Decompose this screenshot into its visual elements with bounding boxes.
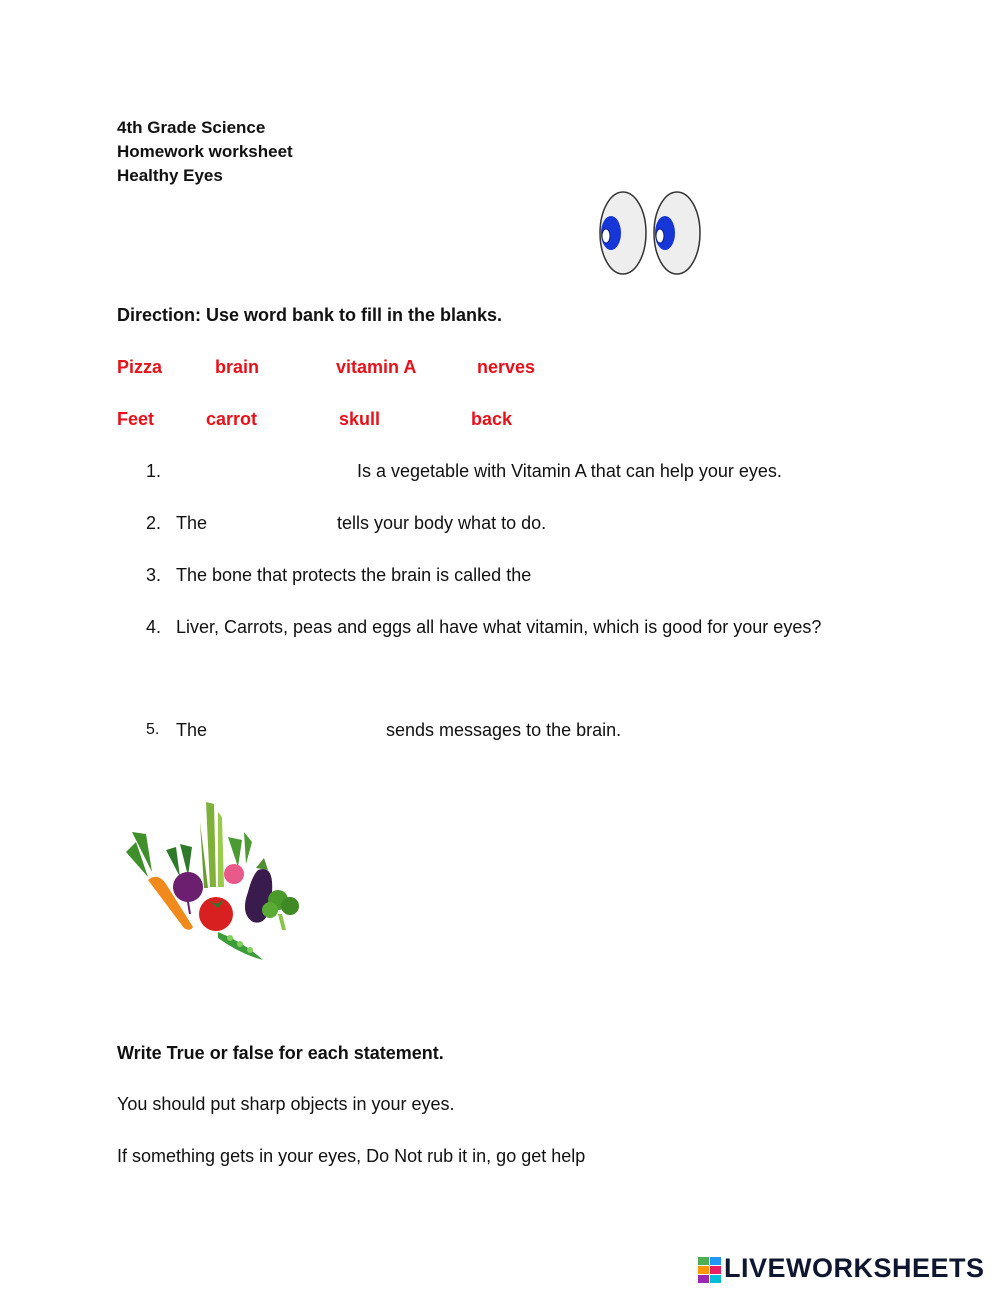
word-bank-word: brain (215, 357, 260, 377)
word-bank-word: back (471, 409, 513, 429)
answer-field-2[interactable] (216, 511, 335, 535)
answer-field-5[interactable] (216, 718, 385, 742)
header-type: Homework worksheet (117, 142, 293, 161)
answer-field-4[interactable] (176, 660, 380, 684)
question-text: The bone that protects the brain is called the (176, 565, 532, 585)
word-bank-word: carrot (206, 409, 258, 429)
answer-field-1[interactable] (176, 459, 350, 483)
true-false-statement: You should put sharp objects in your eyes. (117, 1094, 455, 1114)
question-text: Liver, Carrots, peas and eggs all have what vitamin, which is good for your eyes? (176, 617, 822, 637)
direction-text: Direction: Use word bank to fill in the blanks. (117, 305, 503, 325)
cartoon-eyes-icon (596, 188, 706, 278)
word-bank-word: Pizza (117, 357, 163, 377)
true-false-answer-1[interactable] (500, 1092, 624, 1116)
word-bank-word: Feet (117, 409, 155, 429)
question-number: 5. (146, 721, 160, 738)
true-false-heading: Write True or false for each statement. (117, 1043, 444, 1063)
question-text: The (176, 513, 208, 533)
header-title: Healthy Eyes (117, 166, 223, 185)
question-number: 1. (146, 461, 162, 481)
word-bank-word: skull (339, 409, 381, 429)
liveworksheets-logo-icon (698, 1255, 722, 1285)
word-bank-word: vitamin A (336, 357, 417, 377)
vegetables-icon (118, 792, 308, 967)
question-text: The (176, 720, 208, 740)
answer-field-3[interactable] (563, 563, 717, 587)
word-bank-word: nerves (477, 357, 536, 377)
question-text: sends messages to the brain. (386, 720, 622, 740)
brand-text: LIVEWORKSHEETS (724, 1253, 985, 1283)
question-number: 3. (146, 565, 162, 585)
question-number: 2. (146, 513, 162, 533)
header-subject: 4th Grade Science (117, 118, 266, 137)
question-number: 4. (146, 617, 162, 637)
question-text: Is a vegetable with Vitamin A that can help your eyes. (357, 461, 782, 481)
true-false-statement: If something gets in your eyes, Do Not rub it in, go get help (117, 1146, 586, 1166)
true-false-answer-2[interactable] (640, 1144, 764, 1168)
question-text: tells your body what to do. (337, 513, 547, 533)
